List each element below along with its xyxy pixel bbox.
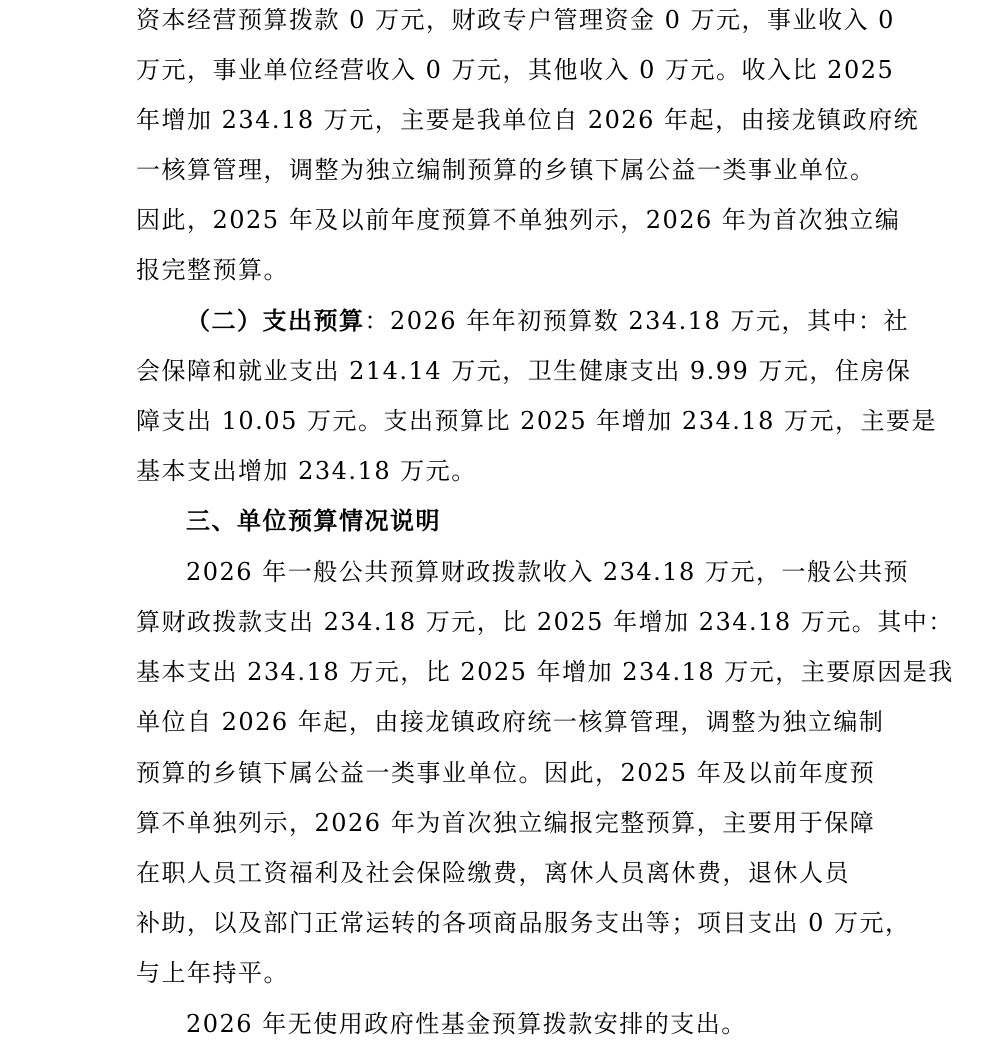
body-text-line: 障支出 10.05 万元。支出预算比 2025 年增加 234.18 万元，主要是 xyxy=(136,407,938,435)
body-text-line: 一核算管理，调整为独立编制预算的乡镇下属公益一类事业单位。 xyxy=(136,156,876,184)
body-text-line: 算不单独列示，2026 年为首次独立编报完整预算，主要用于保障 xyxy=(136,809,876,837)
body-text-line: 万元，事业单位经营收入 0 万元，其他收入 0 万元。收入比 2025 xyxy=(136,56,895,84)
body-text-line: 报完整预算。 xyxy=(136,256,289,284)
body-text-line: 基本支出增加 234.18 万元。 xyxy=(136,457,477,485)
body-text-line: 单位自 2026 年起，由接龙镇政府统一核算管理，调整为独立编制 xyxy=(136,708,885,736)
body-text-line: 会保障和就业支出 214.14 万元，卫生健康支出 9.99 万元，住房保 xyxy=(136,357,912,385)
body-text-span: ：2026 年年初预算数 234.18 万元，其中：社 xyxy=(364,307,909,335)
body-text-line: 与上年持平。 xyxy=(136,959,289,987)
body-text-line: 基本支出 234.18 万元，比 2025 年增加 234.18 万元，主要原因是我 xyxy=(136,658,954,686)
body-text-line: 2026 年无使用政府性基金预算拨款安排的支出。 xyxy=(186,1010,747,1038)
expenditure-paragraph-first-line xyxy=(186,301,909,341)
body-text-line: 预算的乡镇下属公益一类事业单位。因此，2025 年及以前年度预 xyxy=(136,759,876,787)
expenditure-heading: （二）支出预算 xyxy=(186,306,365,335)
body-text-line: 年增加 234.18 万元，主要是我单位自 2026 年起，由接龙镇政府统 xyxy=(136,106,920,134)
body-text-line: 在职人员工资福利及社会保险缴费，离休人员离休费，退休人员 xyxy=(136,859,850,887)
body-text-line: 资本经营预算拨款 0 万元，财政专户管理资金 0 万元，事业收入 0 xyxy=(136,6,895,34)
section-heading: 三、单位预算情况说明 xyxy=(186,506,441,535)
body-text-line: 算财政拨款支出 234.18 万元，比 2025 年增加 234.18 万元。其中： xyxy=(136,608,954,636)
body-text-line: 补助，以及部门正常运转的各项商品服务支出等；项目支出 0 万元， xyxy=(136,909,911,937)
body-text-line: 因此，2025 年及以前年度预算不单独列示，2026 年为首次独立编 xyxy=(136,206,901,234)
body-text-line: 2026 年一般公共预算财政拨款收入 234.18 万元，一般公共预 xyxy=(186,558,909,586)
